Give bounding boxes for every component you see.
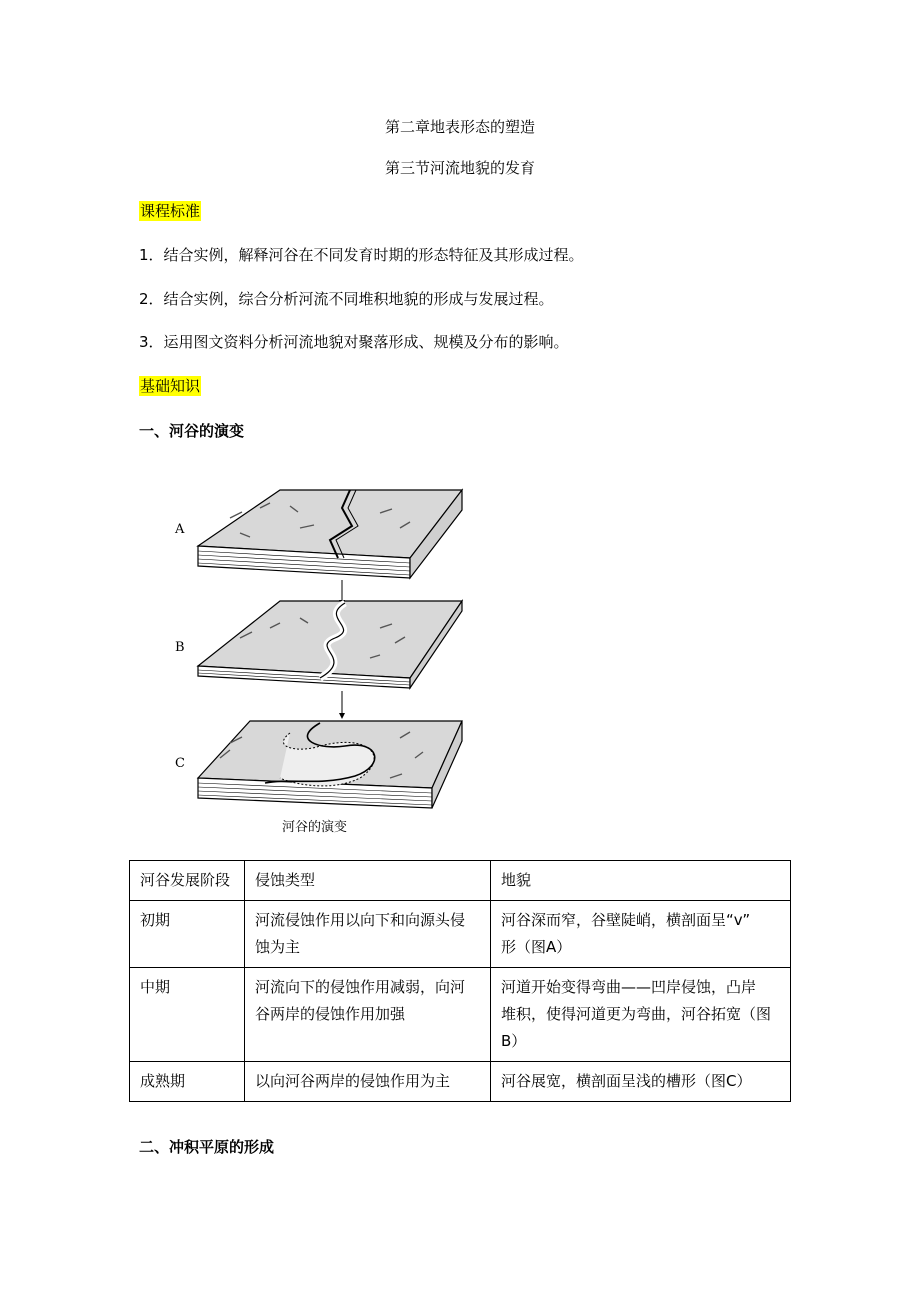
figure-caption: 河谷的演变 xyxy=(282,820,348,835)
header-landform: 地貌 xyxy=(491,861,791,901)
figure-label-c: C xyxy=(175,756,185,771)
erosion-cell: 以向河谷两岸的侵蚀作用为主 xyxy=(245,1062,491,1102)
erosion-cell: 河流向下的侵蚀作用减弱，向河 谷两岸的侵蚀作用加强 xyxy=(245,968,491,1062)
standard-item-2: 2．结合实例，综合分析河流不同堆积地貌的形成与发展过程。 xyxy=(139,290,554,308)
header-erosion: 侵蚀类型 xyxy=(245,861,491,901)
block-diagram-a xyxy=(198,490,462,578)
chapter-title: 第二章地表形态的塑造 xyxy=(384,118,535,136)
stage-cell: 中期 xyxy=(130,968,245,1062)
figure-label-b: B xyxy=(175,640,185,655)
stage-cell: 成熟期 xyxy=(130,1062,245,1102)
erosion-cell: 河流侵蚀作用以向下和向源头侵 蚀为主 xyxy=(245,901,491,968)
standard-item-3: 3．运用图文资料分析河流地貌对聚落形成、规模及分布的影响。 xyxy=(139,333,569,351)
heading-valley-evolution: 一、河谷的演变 xyxy=(139,422,245,440)
arrow-head-b-c xyxy=(339,713,345,719)
landform-cell: 河谷深而窄，谷壁陡峭，横剖面呈“v” 形（图A） xyxy=(491,901,791,968)
standards-label: 课程标准 xyxy=(140,202,201,220)
landform-cell: 河道开始变得弯曲——凹岸侵蚀，凸岸 堆积，使得河道更为弯曲，河谷拓宽（图 B） xyxy=(491,968,791,1062)
table-row xyxy=(130,901,791,968)
valley-evolution-figure xyxy=(170,478,470,838)
section-title: 第三节河流地貌的发育 xyxy=(384,159,535,177)
basics-label: 基础知识 xyxy=(140,377,201,395)
landform-cell: 河谷展宽，横剖面呈浅的槽形（图C） xyxy=(491,1062,791,1102)
table-row xyxy=(130,1062,791,1102)
table-header-row xyxy=(130,861,791,901)
heading-alluvial-plain: 二、冲积平原的形成 xyxy=(139,1138,275,1156)
block-diagram-c xyxy=(198,721,462,808)
stage-cell: 初期 xyxy=(130,901,245,968)
figure-label-a: A xyxy=(175,522,185,537)
header-stage: 河谷发展阶段 xyxy=(130,861,245,901)
table-row xyxy=(130,968,791,1062)
block-diagram-b xyxy=(198,601,462,688)
standard-item-1: 1．结合实例，解释河谷在不同发育时期的形态特征及其形成过程。 xyxy=(139,246,584,264)
valley-stage-table xyxy=(129,860,791,1102)
